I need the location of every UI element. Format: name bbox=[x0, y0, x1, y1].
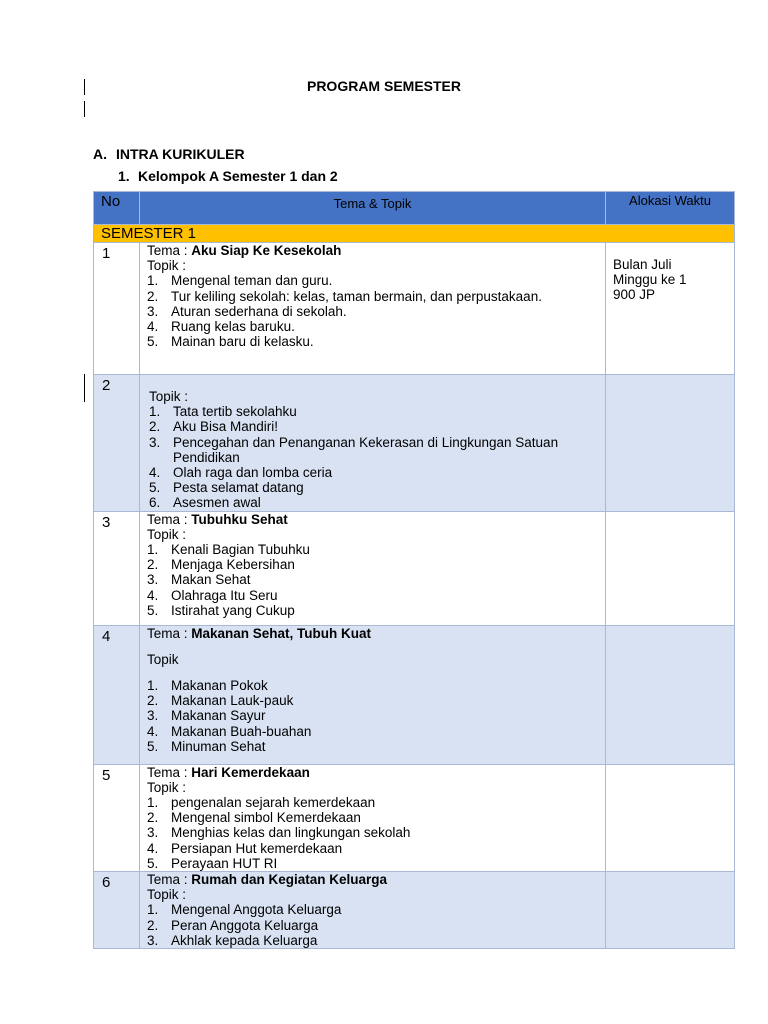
semester-label: SEMESTER 1 bbox=[94, 225, 735, 243]
tema-prefix: Tema : bbox=[147, 872, 192, 888]
topic-text: Makan Sehat bbox=[171, 572, 251, 588]
topic-item bbox=[147, 724, 605, 739]
topic-text: Perayaan HUT RI bbox=[171, 855, 278, 871]
tema-line bbox=[147, 512, 605, 527]
row-content bbox=[140, 765, 605, 871]
topic-item bbox=[147, 603, 605, 618]
topic-item bbox=[147, 334, 605, 349]
topic-number: 4. bbox=[149, 465, 161, 481]
topic-list bbox=[147, 795, 605, 871]
topic-text: Minuman Sehat bbox=[171, 738, 266, 754]
topic-number: 1. bbox=[149, 404, 161, 420]
tema-line bbox=[147, 626, 605, 641]
row-content-cell bbox=[140, 243, 606, 375]
topic-number: 3. bbox=[147, 932, 159, 948]
topic-number: 5. bbox=[149, 480, 161, 496]
topic-number: 5. bbox=[147, 855, 159, 871]
topic-text: Peran Anggota Keluarga bbox=[171, 917, 319, 933]
row-content-cell bbox=[140, 764, 606, 871]
topic-item bbox=[147, 304, 605, 319]
topic-number: 3. bbox=[147, 572, 159, 588]
topic-item bbox=[147, 795, 605, 810]
row-content bbox=[140, 243, 605, 349]
topic-text: Makanan Pokok bbox=[171, 678, 268, 694]
tema-prefix: Tema : bbox=[147, 511, 192, 527]
table-header-row bbox=[94, 192, 735, 225]
topic-item bbox=[147, 918, 605, 933]
semester-row bbox=[94, 225, 735, 243]
topic-number: 2. bbox=[147, 288, 159, 304]
topic-list bbox=[147, 678, 605, 754]
topic-text: Olahraga Itu Seru bbox=[171, 587, 278, 603]
topic-number: 3. bbox=[147, 303, 159, 319]
topic-text: pengenalan sejarah kemerdekaan bbox=[171, 795, 376, 811]
row-content bbox=[140, 626, 605, 754]
topic-item bbox=[147, 708, 605, 723]
topic-item bbox=[147, 825, 605, 840]
tema-title: Hari Kemerdekaan bbox=[191, 764, 310, 780]
topic-item bbox=[147, 289, 605, 304]
topic-item bbox=[147, 319, 605, 334]
subsection-number: 1. bbox=[118, 168, 130, 184]
topic-list bbox=[147, 273, 605, 349]
row-number: 1 bbox=[94, 243, 140, 375]
topic-item bbox=[147, 273, 605, 288]
topic-text: Asesmen awal bbox=[173, 495, 261, 511]
alokasi-line: 900 JP bbox=[613, 287, 656, 303]
program-table bbox=[93, 191, 735, 949]
alokasi-cell bbox=[606, 375, 735, 512]
tema-prefix: Tema : bbox=[147, 764, 192, 780]
topic-item bbox=[147, 572, 605, 587]
topic-item bbox=[149, 495, 605, 510]
topic-number: 4. bbox=[147, 319, 159, 335]
topic-text: Aturan sederhana di sekolah. bbox=[171, 303, 347, 319]
topic-text: Akhlak kepada Keluarga bbox=[171, 932, 318, 948]
topik-label: Topik : bbox=[147, 526, 187, 542]
text-cursor-mark bbox=[84, 374, 85, 402]
table-row bbox=[94, 511, 735, 625]
row-number: 6 bbox=[94, 872, 140, 949]
topic-item bbox=[147, 841, 605, 856]
topic-text: Pesta selamat datang bbox=[173, 480, 304, 496]
topic-text: Aku Bisa Mandiri! bbox=[173, 419, 279, 435]
topic-item bbox=[147, 588, 605, 603]
topic-text: Istirahat yang Cukup bbox=[171, 602, 295, 618]
topic-text: Pencegahan dan Penanganan Kekerasan di Lingkungan Satuan Pendidikan bbox=[173, 434, 559, 465]
topic-text: Kenali Bagian Tubuhku bbox=[171, 542, 310, 558]
topic-text: Menghias kelas dan lingkungan sekolah bbox=[171, 825, 411, 841]
topic-text: Olah raga dan lomba ceria bbox=[173, 465, 333, 481]
topic-number: 4. bbox=[147, 840, 159, 856]
row-content-cell bbox=[140, 511, 606, 625]
topic-number: 2. bbox=[149, 419, 161, 435]
tema-prefix: Tema : bbox=[147, 625, 192, 641]
topic-item bbox=[147, 933, 605, 948]
tema-prefix: Tema : bbox=[147, 243, 192, 258]
table-row bbox=[94, 375, 735, 512]
topic-item bbox=[147, 739, 605, 754]
topic-number: 1. bbox=[147, 795, 159, 811]
topic-number: 3. bbox=[149, 434, 161, 450]
topic-text: Mainan baru di kelasku. bbox=[171, 334, 314, 350]
topic-list bbox=[149, 404, 605, 510]
header-alokasi: Alokasi Waktu bbox=[606, 192, 735, 225]
alokasi-cell bbox=[606, 872, 735, 949]
alokasi-cell bbox=[606, 764, 735, 871]
topic-number: 4. bbox=[147, 587, 159, 603]
tema-title: Makanan Sehat, Tubuh Kuat bbox=[191, 625, 372, 641]
subsection-heading bbox=[118, 168, 338, 184]
topic-item bbox=[147, 856, 605, 871]
row-number: 2 bbox=[94, 375, 140, 512]
row-content bbox=[140, 375, 605, 511]
topic-item bbox=[149, 480, 605, 495]
topic-item bbox=[147, 557, 605, 572]
topic-number: 3. bbox=[147, 825, 159, 841]
topic-item bbox=[149, 435, 605, 465]
topik-label: Topik : bbox=[147, 887, 187, 903]
table-row bbox=[94, 625, 735, 764]
topic-text: Ruang kelas baruku. bbox=[171, 319, 295, 335]
topic-number: 3. bbox=[147, 708, 159, 724]
tema-title: Tubuhku Sehat bbox=[191, 511, 288, 527]
row-content-cell bbox=[140, 872, 606, 949]
text-cursor-mark bbox=[84, 101, 85, 117]
topic-item bbox=[147, 693, 605, 708]
topic-number: 2. bbox=[147, 693, 159, 709]
alokasi-cell bbox=[606, 243, 735, 375]
topic-number: 4. bbox=[147, 723, 159, 739]
subsection-label: Kelompok A Semester 1 dan 2 bbox=[138, 168, 338, 184]
tema-title: Rumah dan Kegiatan Keluarga bbox=[191, 872, 388, 888]
topic-text: Persiapan Hut kemerdekaan bbox=[171, 840, 343, 856]
header-no: No bbox=[94, 192, 140, 225]
topic-item bbox=[149, 419, 605, 434]
row-number: 3 bbox=[94, 511, 140, 625]
topic-number: 5. bbox=[147, 334, 159, 350]
topic-text: Mengenal Anggota Keluarga bbox=[171, 902, 342, 918]
row-number: 4 bbox=[94, 625, 140, 764]
row-number: 5 bbox=[94, 764, 140, 871]
document-title: PROGRAM SEMESTER bbox=[306, 78, 461, 94]
table-row bbox=[94, 872, 735, 949]
topic-text: Mengenal simbol Kemerdekaan bbox=[171, 810, 361, 826]
topic-number: 1. bbox=[147, 678, 159, 694]
topic-number: 5. bbox=[147, 738, 159, 754]
topic-item bbox=[147, 678, 605, 693]
topic-number: 1. bbox=[147, 273, 159, 289]
topic-text: Makanan Buah-buahan bbox=[171, 723, 312, 739]
topic-item bbox=[149, 404, 605, 419]
topic-item bbox=[147, 542, 605, 557]
table-row bbox=[94, 243, 735, 375]
alokasi-cell bbox=[606, 511, 735, 625]
tema-title: Aku Siap Ke Kesekolah bbox=[191, 243, 342, 258]
alokasi-cell bbox=[606, 625, 735, 764]
topic-number: 1. bbox=[147, 542, 159, 558]
row-content bbox=[140, 512, 605, 618]
header-tema: Tema & Topik bbox=[140, 192, 606, 225]
alokasi-line: Minggu ke 1 bbox=[613, 272, 687, 288]
topic-number: 2. bbox=[147, 917, 159, 933]
topic-item bbox=[147, 810, 605, 825]
topic-number: 2. bbox=[147, 557, 159, 573]
section-label: INTRA KURIKULER bbox=[116, 146, 245, 162]
section-number: A. bbox=[93, 146, 107, 162]
topic-list bbox=[147, 902, 605, 948]
section-heading bbox=[93, 146, 245, 162]
topik-label: Topik bbox=[147, 651, 179, 667]
topic-number: 1. bbox=[147, 902, 159, 918]
topik-label: Topik : bbox=[149, 389, 189, 404]
topic-number: 5. bbox=[147, 602, 159, 618]
topic-text: Makanan Lauk-pauk bbox=[171, 693, 294, 709]
topic-number: 2. bbox=[147, 810, 159, 826]
tema-line bbox=[147, 243, 605, 258]
row-content-cell bbox=[140, 375, 606, 512]
topic-item bbox=[147, 902, 605, 917]
topic-text: Menjaga Kebersihan bbox=[171, 557, 295, 573]
alokasi-line: Bulan Juli bbox=[613, 257, 672, 272]
tema-line bbox=[147, 765, 605, 780]
topic-text: Mengenal teman dan guru. bbox=[171, 273, 333, 289]
topic-number: 6. bbox=[149, 495, 161, 511]
row-content-cell bbox=[140, 625, 606, 764]
tema-line bbox=[147, 872, 605, 887]
table-row bbox=[94, 764, 735, 871]
topik-label: Topik : bbox=[147, 779, 187, 795]
topic-text: Tata tertib sekolahku bbox=[173, 404, 297, 420]
topic-list bbox=[147, 542, 605, 618]
topic-text: Tur keliling sekolah: kelas, taman bermain, dan perpustakaan. bbox=[171, 288, 542, 304]
topic-text: Makanan Sayur bbox=[171, 708, 266, 724]
topik-label: Topik : bbox=[147, 258, 187, 274]
row-content bbox=[140, 872, 605, 948]
topic-item bbox=[149, 465, 605, 480]
